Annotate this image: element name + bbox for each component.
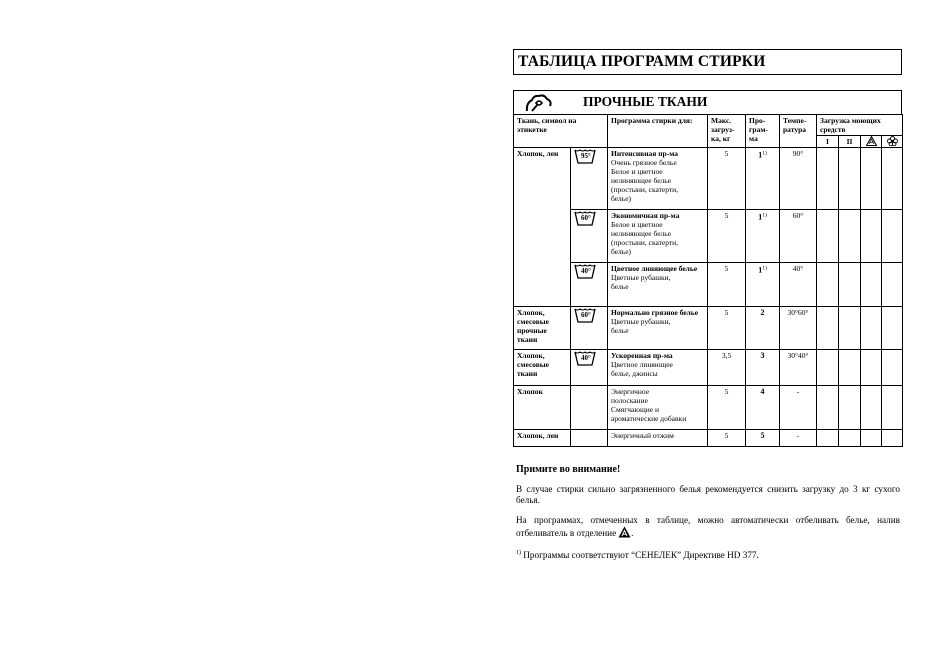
footnote-ref: 1) bbox=[762, 265, 767, 271]
program-number: 5 bbox=[760, 431, 765, 440]
program-number-cell bbox=[746, 263, 780, 307]
program-name: Цветное линяющее белье bbox=[611, 264, 698, 273]
detergent-cell bbox=[882, 430, 903, 447]
program-desc-line: белье) bbox=[611, 247, 632, 256]
symbol-cell bbox=[571, 386, 608, 430]
notes-paragraph-2 bbox=[516, 515, 900, 540]
program-table bbox=[513, 114, 903, 447]
program-cell bbox=[608, 307, 708, 350]
detergent-cell bbox=[839, 430, 861, 447]
symbol-cell bbox=[571, 210, 608, 263]
detergent-cell bbox=[839, 263, 861, 307]
program-number-cell bbox=[746, 350, 780, 386]
program-desc-line: полоскание bbox=[611, 396, 648, 405]
program-number: 4 bbox=[760, 387, 765, 396]
program-number-cell bbox=[746, 386, 780, 430]
footnote-ref: 1) bbox=[762, 150, 767, 156]
detergent-cell bbox=[839, 148, 861, 210]
detergent-cell bbox=[882, 386, 903, 430]
temperature-cell: - bbox=[780, 430, 817, 447]
header-compartment-1: I bbox=[817, 136, 839, 148]
program-cell bbox=[608, 350, 708, 386]
footnote bbox=[516, 548, 900, 562]
program-desc-line: белье) bbox=[611, 194, 632, 203]
notes-paragraph-1: В случае стирки сильно загрязненного белья рекомендуется снизить загрузку до 3 кг сухого белья. bbox=[516, 483, 900, 505]
program-cell bbox=[608, 148, 708, 210]
temperature-cell: - bbox=[780, 386, 817, 430]
program-number-cell bbox=[746, 148, 780, 210]
flower-softener-icon bbox=[887, 136, 898, 146]
program-desc-line: Белое и цветное bbox=[611, 167, 663, 176]
header-compartment-2: II bbox=[839, 136, 861, 148]
footnote-mark: 1) bbox=[516, 549, 521, 556]
detergent-cell bbox=[861, 210, 882, 263]
program-cell bbox=[608, 263, 708, 307]
table-row bbox=[514, 148, 903, 210]
temperature-cell: 60° bbox=[780, 210, 817, 263]
symbol-cell bbox=[571, 350, 608, 386]
detergent-cell bbox=[861, 263, 882, 307]
detergent-cell bbox=[817, 263, 839, 307]
detergent-cell bbox=[817, 386, 839, 430]
symbol-cell bbox=[571, 148, 608, 210]
table-row bbox=[514, 307, 903, 350]
footnote-text: Программы соответствуют “СЕНЕЛЕК” Директиве HD 377. bbox=[523, 549, 759, 560]
wash-temperature-label: 60° bbox=[581, 311, 591, 319]
detergent-cell bbox=[839, 350, 861, 386]
notes-paragraph-2-end: . bbox=[631, 528, 634, 538]
header-detergent: Загрузка моющих средств bbox=[817, 115, 903, 136]
program-number: 1 bbox=[758, 265, 763, 275]
program-name: Ускоренная пр-ма bbox=[611, 351, 673, 360]
detergent-cell bbox=[861, 148, 882, 210]
load-cell: 5 bbox=[708, 386, 746, 430]
detergent-cell bbox=[861, 430, 882, 447]
header-softener bbox=[882, 136, 903, 148]
load-cell: 5 bbox=[708, 210, 746, 263]
program-desc-line: белье bbox=[611, 326, 629, 335]
program-desc-line: нелиняющее белье bbox=[611, 176, 672, 185]
table-row bbox=[514, 430, 903, 447]
program-desc-line: Энергичное bbox=[611, 387, 650, 396]
program-desc-line: (простыни, скатерти, bbox=[611, 238, 679, 247]
program-desc-line: Цветное линяющее bbox=[611, 360, 673, 369]
program-desc-line: Смягчающие и bbox=[611, 405, 660, 414]
detergent-cell bbox=[882, 307, 903, 350]
fabric-cell: Хлопок bbox=[514, 386, 571, 430]
load-cell: 5 bbox=[708, 307, 746, 350]
notes-block bbox=[516, 464, 900, 569]
header-max-load: Макс. загруз-ка, кг bbox=[708, 115, 746, 148]
header-program: Программа стирки для: bbox=[608, 115, 708, 148]
wash-temperature-label: 60° bbox=[581, 214, 591, 222]
fabric-cell: Хлопок, смесовые прочные ткани bbox=[514, 307, 571, 350]
detergent-cell bbox=[817, 148, 839, 210]
cotton-emblem-icon bbox=[524, 93, 554, 113]
table-row bbox=[514, 263, 903, 307]
program-desc-line: ароматические добавки bbox=[611, 414, 687, 423]
program-desc-line: Энергичный отжим bbox=[611, 431, 674, 440]
fabric-cell: Хлопок, смесовые ткани bbox=[514, 350, 571, 386]
program-desc-line: Очень грязное белье bbox=[611, 158, 677, 167]
program-desc-line: Белое и цветное bbox=[611, 220, 663, 229]
wash-temperature-label: 40° bbox=[581, 354, 591, 362]
detergent-cell bbox=[839, 210, 861, 263]
detergent-cell bbox=[817, 350, 839, 386]
program-desc-line: (простыни, скатерти, bbox=[611, 185, 679, 194]
detergent-cell bbox=[882, 263, 903, 307]
table-row bbox=[514, 210, 903, 263]
header-program-number: Про-грам-ма bbox=[746, 115, 780, 148]
program-number-cell bbox=[746, 210, 780, 263]
program-name: Экономичная пр-ма bbox=[611, 211, 680, 220]
notes-paragraph-2-text: На программах, отмеченных в таблице, можно автоматически отбеливать белье, налив отбеливатель в отделение bbox=[516, 514, 900, 538]
header-row bbox=[514, 115, 903, 136]
section-header bbox=[513, 90, 902, 114]
symbol-cell bbox=[571, 307, 608, 350]
program-desc-line: белье, джинсы bbox=[611, 369, 658, 378]
footnote-ref: 1) bbox=[762, 212, 767, 218]
program-desc-line: нелиняющее белье bbox=[611, 229, 672, 238]
program-desc-line: Цветные рубашки, bbox=[611, 273, 671, 282]
symbol-cell bbox=[571, 263, 608, 307]
program-number-cell bbox=[746, 307, 780, 350]
program-desc-line: белье bbox=[611, 282, 629, 291]
table-row bbox=[514, 386, 903, 430]
program-cell bbox=[608, 430, 708, 447]
wash-temperature-label: 95° bbox=[581, 152, 591, 160]
program-number: 1 bbox=[758, 150, 763, 160]
program-number: 1 bbox=[758, 212, 763, 222]
program-number: 3 bbox=[760, 351, 765, 360]
header-temperature: Темпе-ратура bbox=[780, 115, 817, 148]
temperature-cell: 90° bbox=[780, 148, 817, 210]
notes-heading: Примите во внимание! bbox=[516, 464, 621, 475]
program-number-cell bbox=[746, 430, 780, 447]
detergent-cell bbox=[861, 307, 882, 350]
wash-temperature-label: 40° bbox=[581, 267, 591, 275]
program-desc-line: Цветные рубашки, bbox=[611, 317, 671, 326]
load-cell: 5 bbox=[708, 148, 746, 210]
detergent-cell bbox=[861, 386, 882, 430]
program-name: Нормально грязное белье bbox=[611, 308, 699, 317]
detergent-cell bbox=[882, 350, 903, 386]
temperature-cell: 30°40° bbox=[780, 350, 817, 386]
program-cell bbox=[608, 386, 708, 430]
header-bleach bbox=[861, 136, 882, 148]
load-cell: 5 bbox=[708, 430, 746, 447]
detergent-cell bbox=[817, 307, 839, 350]
symbol-cell bbox=[571, 430, 608, 447]
detergent-cell bbox=[839, 307, 861, 350]
bleach-compartment-icon bbox=[618, 526, 634, 538]
load-cell: 3,5 bbox=[708, 350, 746, 386]
load-cell: 5 bbox=[708, 263, 746, 307]
page-title-box bbox=[513, 49, 902, 75]
bleach-triangle-icon bbox=[866, 136, 877, 146]
page-title: ТАБЛИЦА ПРОГРАММ СТИРКИ bbox=[518, 53, 766, 70]
fabric-cell: Хлопок, лен bbox=[514, 430, 571, 447]
detergent-cell bbox=[861, 350, 882, 386]
temperature-cell: 40° bbox=[780, 263, 817, 307]
detergent-cell bbox=[882, 148, 903, 210]
table-row bbox=[514, 350, 903, 386]
program-number: 2 bbox=[760, 308, 765, 317]
detergent-cell bbox=[817, 210, 839, 263]
section-title: ПРОЧНЫЕ ТКАНИ bbox=[583, 94, 708, 109]
detergent-cell bbox=[882, 210, 903, 263]
temperature-cell: 30°60° bbox=[780, 307, 817, 350]
detergent-cell bbox=[839, 386, 861, 430]
detergent-cell bbox=[817, 430, 839, 447]
program-cell bbox=[608, 210, 708, 263]
fabric-cell: Хлопок, лен bbox=[514, 148, 571, 307]
program-name: Интенсивная пр-ма bbox=[611, 149, 679, 158]
header-fabric: Ткань, символ на этикетке bbox=[514, 115, 608, 148]
